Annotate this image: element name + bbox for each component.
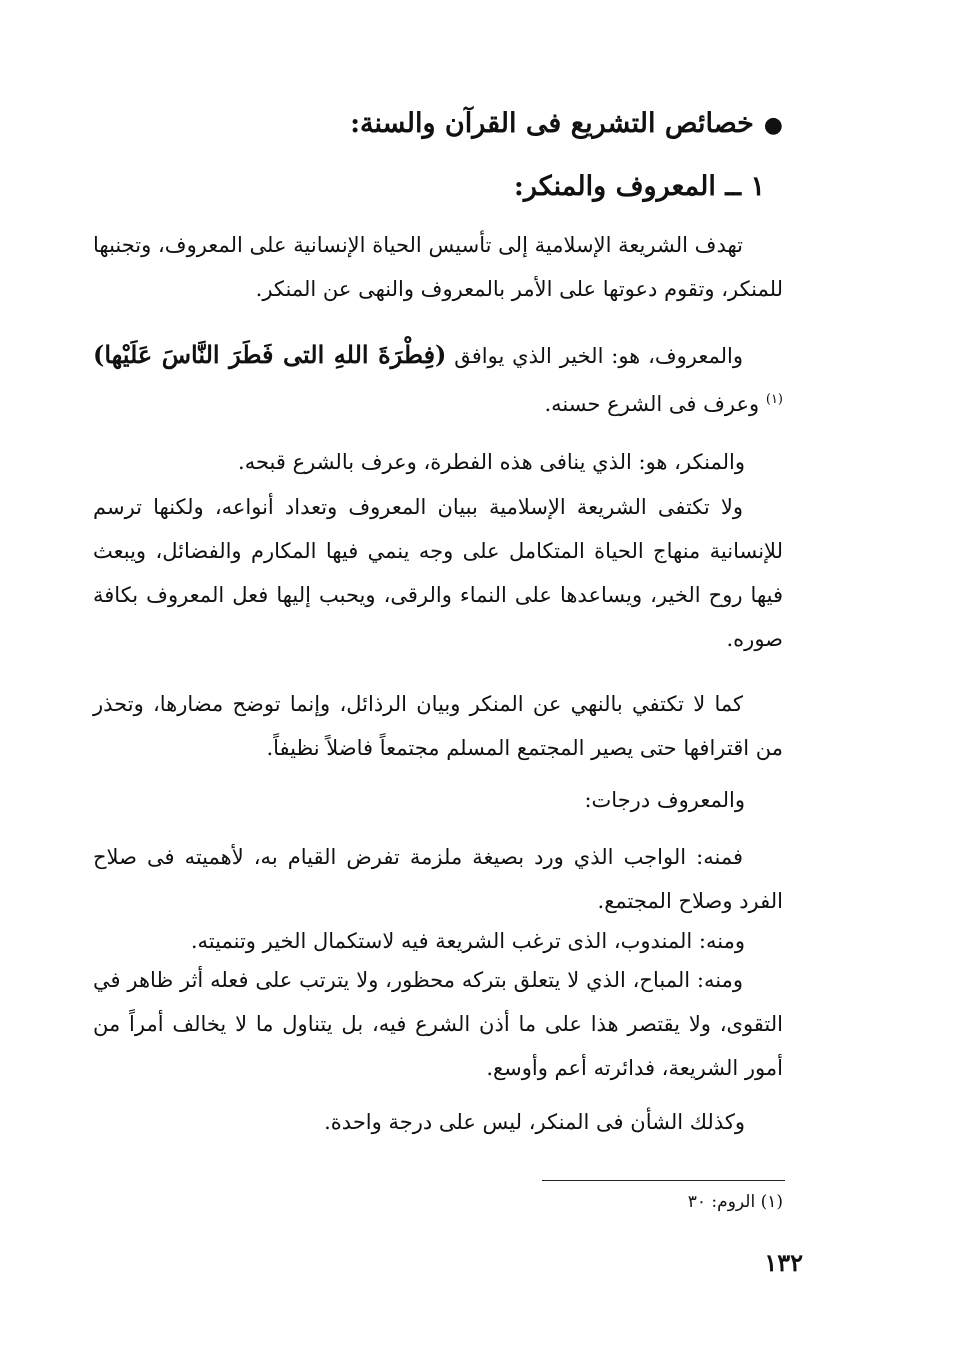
paragraph-munkar-definition: والمنكر، هو: الذي ينافى هذه الفطرة، وعرف بالشرع قبحه. <box>238 450 745 474</box>
paragraph-degrees: والمعروف درجات: <box>584 788 745 812</box>
paragraph-munkar-degrees: وكذلك الشأن فى المنكر، ليس على درجة واحدة. <box>324 1110 745 1134</box>
bullet-icon: ● <box>763 112 783 138</box>
paragraph-maruf-definition <box>93 333 783 426</box>
paragraph-forbidding: كما لا تكتفي بالنهي عن المنكر وبيان الرذائل، وإنما توضح مضارها، وتحذر من اقترافها حتى يصير المجتمع المسلم مجتمعاً فاضلاً نظيفاً. <box>93 692 783 760</box>
paragraph-not-only: ولا تكتفى الشريعة الإسلامية ببيان المعروف وتعداد أنواعه، ولكنها ترسم للإنسانية منهاج الحياة المتكامل على وجه ينمي فيها المكارم والفضائل، ويبعث فيها روح الخير، ويساعدها على النماء والرقى، ويحبب إليها فعل المعروف بكافة صوره. <box>93 495 783 651</box>
footnote-separator <box>542 1180 785 1181</box>
section-title <box>183 102 783 147</box>
section-title-text: خصائص التشريع فى القرآن والسنة: <box>350 108 754 139</box>
paragraph-intro: تهدف الشريعة الإسلامية إلى تأسيس الحياة الإنسانية على المعروف، وتجنبها للمنكر، وتقوم دعوتها على الأمر بالمعروف والنهى عن المنكر. <box>93 233 783 301</box>
maruf-definition-start: والمعروف، هو: الخير الذي يوافق <box>454 344 743 368</box>
paragraph-mandub: ومنه: المندوب، الذى ترغب الشريعة فيه لاستكمال الخير وتنميته. <box>190 929 745 953</box>
page-number: ١٣٢ <box>764 1248 803 1277</box>
footnote-reference: (١) <box>765 392 783 407</box>
paragraph-wajib: فمنه: الواجب الذي ورد بصيغة ملزمة تفرض القيام به، لأهميته فى صلاح الفرد وصلاح المجتمع. <box>93 845 783 913</box>
subsection-title: ١ ــ المعروف والمنكر: <box>513 171 765 202</box>
maruf-definition-end: وعرف فى الشرع حسنه. <box>544 392 760 416</box>
quran-verse: (فِطْرَةَ اللهِ التى فَطَرَ النَّاسَ عَلَيْها) <box>93 340 447 369</box>
paragraph-mubah: ومنه: المباح، الذي لا يتعلق بتركه محظور، ولا يترتب على فعله أثر ظاهر في التقوى، ولا يقتصر هذا على ما أذن الشرع فيه، بل يتناول ما لا يخالف أمراً من أمور الشريعة، فدائرته أعم وأوسع. <box>93 968 783 1080</box>
footnote: (١) الروم: ٣٠ <box>687 1192 783 1212</box>
